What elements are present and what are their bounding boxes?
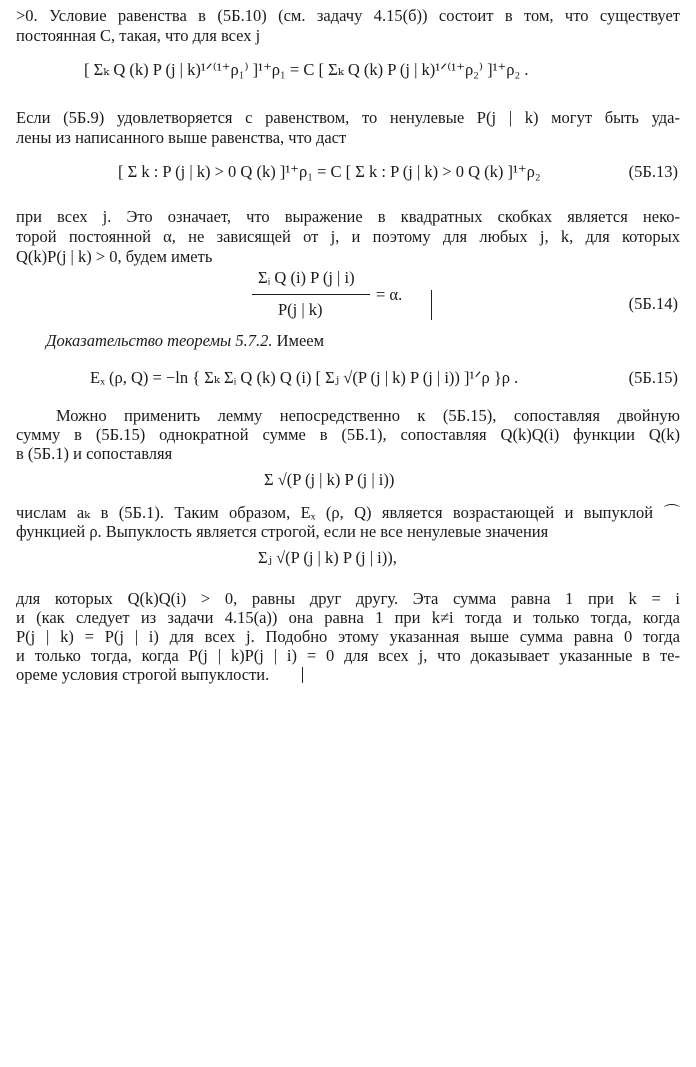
proof-heading xyxy=(46,331,696,351)
text-line: функцией ρ. Выпуклость является строгой, если не все ненулевые значения xyxy=(16,522,549,541)
text-line: Q(k)P(j | k) > 0, будем иметь xyxy=(16,247,213,266)
text-line: Если (5Б.9) удовлетворяется с равенством, то ненулевые P(j | k) могут быть уда- xyxy=(16,108,680,127)
equation: [ Σₖ Q (k) P (j | k)¹ᐟ⁽¹⁺ρ₁⁾ ]¹⁺ρ₁ = C [ Σₖ Q (k) P (j | k)¹ᐟ⁽¹⁺ρ₂⁾ ]¹⁺ρ₂ . xyxy=(84,60,529,79)
text-line: в (5Б.1) и сопоставляя xyxy=(16,444,173,463)
fraction-numerator: Σᵢ Q (i) P (j | i) xyxy=(258,268,355,287)
fraction-denominator: P(j | k) xyxy=(278,300,323,319)
text-line: Можно применить лемму непосредственно к (5Б.15), сопоставляя двойную xyxy=(56,406,680,425)
text-line: торой постоянной α, не зависящей от j, и поэтому для любых j, k, для которых xyxy=(16,227,680,246)
fraction-rhs: = α. xyxy=(376,285,403,304)
text-line: постоянная C, такая, что для всех j xyxy=(16,26,261,45)
text-line: числам aₖ в (5Б.1). Таким образом, Eₓ (ρ, Q) является возрастающей и выпуклой ⌒ xyxy=(16,503,680,522)
equation-number: (5Б.15) xyxy=(628,368,678,387)
text-cursor xyxy=(302,667,303,683)
text-line: >0. Условие равенства в (5Б.10) (см. задачу 4.15(б)) состоит в том, что существует xyxy=(16,6,680,25)
equation-number: (5Б.13) xyxy=(628,162,678,181)
text-line: лены из написанного выше равенства, что даст xyxy=(16,128,347,147)
fraction-equation xyxy=(252,268,452,328)
equation: Σ √(P (j | k) P (j | i)) xyxy=(264,470,395,489)
text-line: и (как следует из задачи 4.15(а)) она равна 1 при k≠i тогда и только тогда, когда xyxy=(16,608,680,627)
text-line: сумму в (5Б.15) однократной сумме в (5Б.1), сопоставляя Q(k)Q(i) функции Q(k) xyxy=(16,425,680,444)
text-line: и только тогда, когда P(j | k)P(j | i) = 0 для всех j, что доказывает указанные в те- xyxy=(16,646,680,665)
proof-heading-label: Доказательство теоремы 5.7.2. xyxy=(46,331,273,350)
text-line: ореме условия строгой выпуклости. xyxy=(16,665,270,684)
equation: Σⱼ √(P (j | k) P (j | i)), xyxy=(258,548,397,567)
text-line: P(j | k) = P(j | i) для всех j. Подобно этому указанная выше сумма равна 0 тогда xyxy=(16,627,680,646)
equation: Eₓ (ρ, Q) = −ln { Σₖ Σᵢ Q (k) Q (i) [ Σⱼ √(P (j | k) P (j | i)) ]¹ᐟρ }ρ . xyxy=(90,368,519,387)
text-cursor xyxy=(431,290,432,320)
text-line: для которых Q(k)Q(i) > 0, равны друг другу. Эта сумма равна 1 при k = i xyxy=(16,589,680,608)
equation: [ Σ k : P (j | k) > 0 Q (k) ]¹⁺ρ₁ = C [ Σ k : P (j | k) > 0 Q (k) ]¹⁺ρ₂ xyxy=(118,162,541,181)
fraction-bar xyxy=(252,294,370,295)
text-line: при всех j. Это означает, что выражение в квадратных скобках является неко- xyxy=(16,207,680,226)
equation-number: (5Б.14) xyxy=(628,294,678,313)
proof-heading-tail: Имеем xyxy=(276,331,325,350)
